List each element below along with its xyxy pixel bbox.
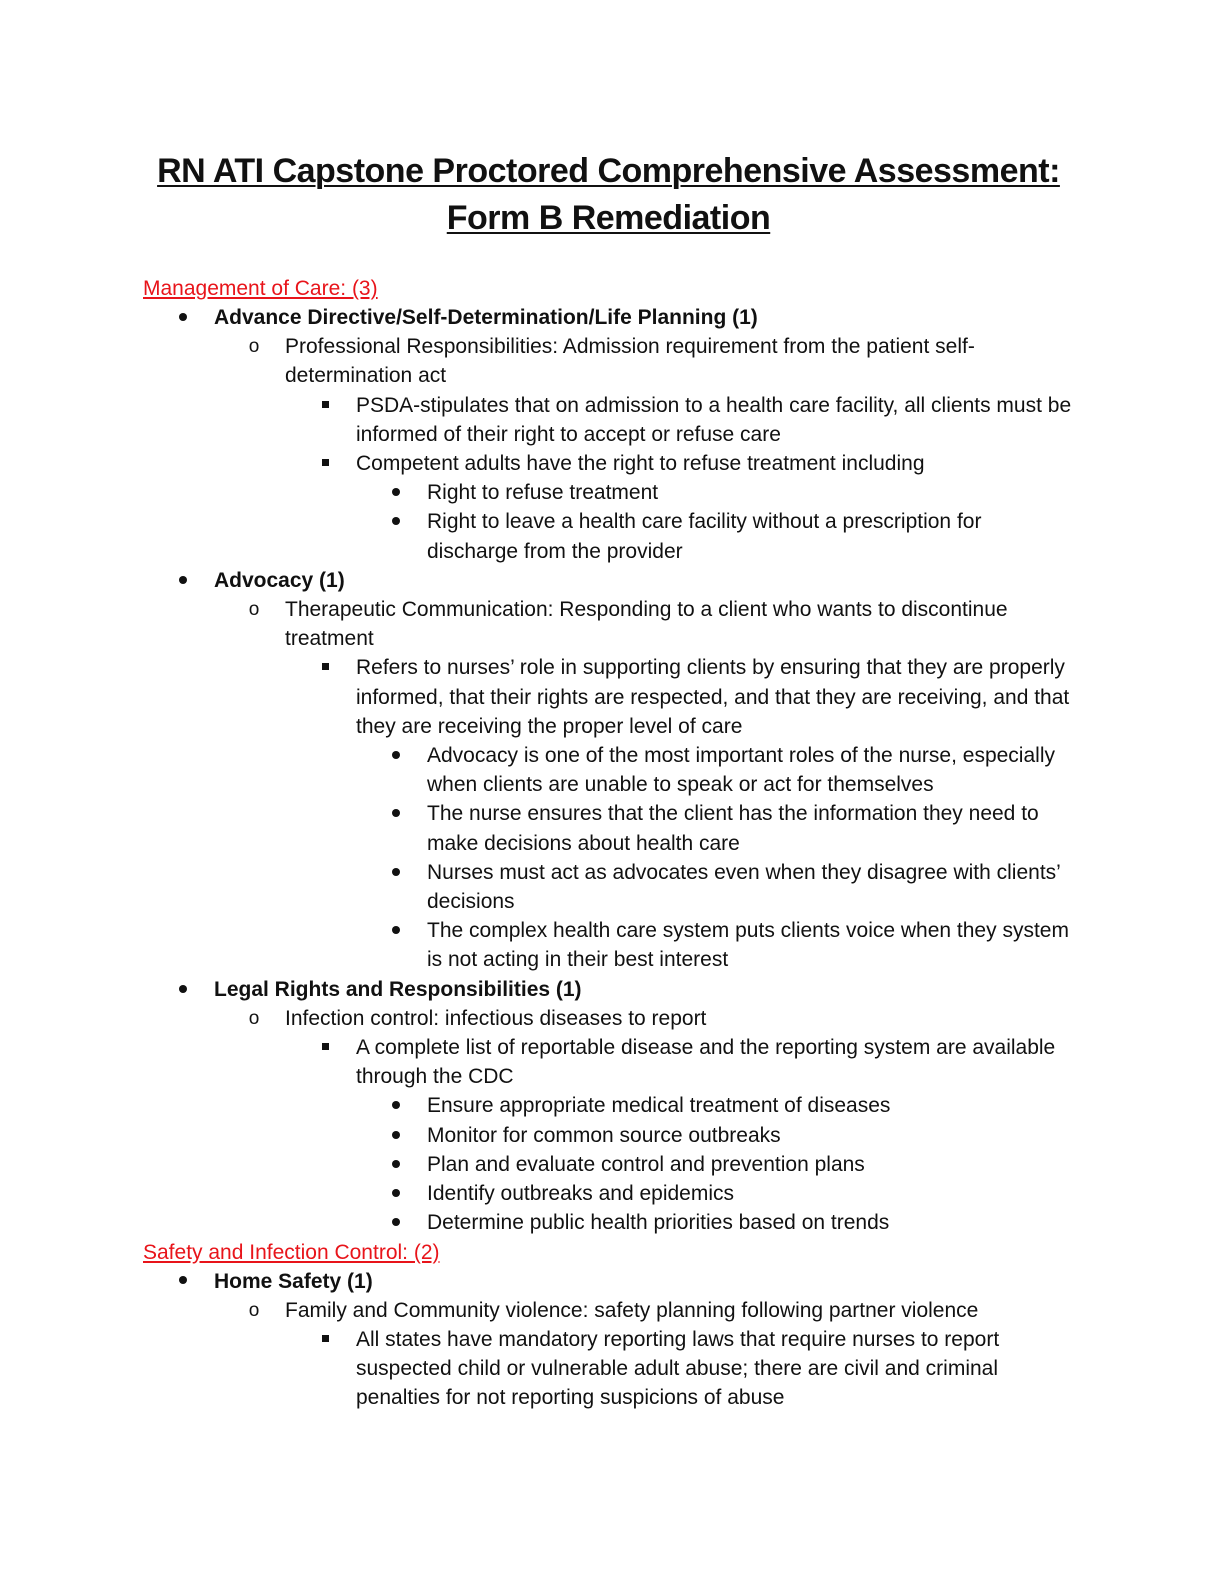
dot-bullet-icon (386, 507, 406, 536)
detail-text: Plan and evaluate control and prevention plans (427, 1152, 865, 1176)
detail-text: Identify outbreaks and epidemics (427, 1182, 735, 1206)
square-bullet-icon (315, 391, 335, 420)
subtopic-item (214, 1296, 1074, 1413)
detail-item (356, 916, 1074, 974)
circle-bullet-icon: o (248, 1007, 260, 1029)
dot-bullet-icon (386, 799, 406, 828)
point-text: All states have mandatory reporting laws that require nurses to report suspected child or vulnerable adult abuse; there are civil and criminal penalties for not reporting suspicions of abuse (356, 1327, 1000, 1410)
topic-label: Advocacy (1) (214, 568, 345, 592)
subtopic-text: Professional Responsibilities: Admission requirement from the patient self-determination act (285, 335, 975, 388)
topic-item (143, 975, 1074, 1238)
point-item (285, 391, 1074, 449)
topic-list (143, 1267, 1074, 1413)
detail-text: Nurses must act as advocates even when they disagree with clients’ decisions (427, 860, 1061, 914)
subtopic-list (214, 1004, 1074, 1238)
topic-label: Advance Directive/Self-Determination/Life Planning (1) (214, 306, 758, 329)
point-item (285, 449, 1074, 566)
point-text: Refers to nurses’ role in supporting clients by ensuring that they are properly informed, that their rights are respected, and that they are receiving, and that they are receiving the proper level of care (356, 656, 1070, 738)
circle-bullet-icon: o (248, 599, 260, 621)
dot-bullet-icon (173, 975, 193, 1004)
point-item (285, 653, 1074, 974)
detail-list (356, 1091, 1074, 1237)
square-bullet-icon (315, 1033, 335, 1062)
detail-text: The complex health care system puts clients voice when they system is not acting in their best interest (427, 919, 1069, 972)
circle-bullet-icon: o (248, 336, 260, 358)
document-title (143, 148, 1074, 242)
detail-item (356, 1121, 1074, 1150)
subtopic-list (214, 1296, 1074, 1413)
topic-item (143, 1267, 1074, 1413)
subtopic-item (214, 1004, 1074, 1238)
subtopic-item (214, 595, 1074, 975)
topic-label: Home Safety (1) (214, 1269, 373, 1293)
dot-bullet-icon (386, 916, 406, 945)
title-line-2: Form B Remediation (446, 199, 771, 237)
title-line-1: RN ATI Capstone Proctored Comprehensive Assessment: (157, 152, 1060, 190)
point-list (285, 391, 1074, 566)
point-list (285, 653, 1074, 974)
dot-bullet-icon (386, 1150, 406, 1179)
detail-item (356, 858, 1074, 916)
subtopic-text: Infection control: infectious diseases to report (285, 1006, 707, 1030)
detail-text: Ensure appropriate medical treatment of diseases (427, 1094, 891, 1118)
dot-bullet-icon (173, 303, 193, 332)
dot-bullet-icon (386, 858, 406, 887)
detail-list (356, 478, 1074, 566)
circle-bullet-icon: o (248, 1299, 260, 1321)
topic-list (143, 303, 1074, 1238)
square-bullet-icon (315, 449, 335, 478)
topic-item (143, 566, 1074, 975)
detail-text: Determine public health priorities based on trends (427, 1211, 890, 1235)
detail-item (356, 1091, 1074, 1120)
detail-item (356, 741, 1074, 799)
detail-text: Right to leave a health care facility without a prescription for discharge from the provider (427, 510, 982, 563)
point-list (285, 1033, 1074, 1237)
point-item (285, 1033, 1074, 1237)
point-item (285, 1325, 1074, 1413)
detail-item (356, 478, 1074, 507)
dot-bullet-icon (386, 1179, 406, 1208)
section-heading: Management of Care: (3) (143, 277, 378, 300)
square-bullet-icon (315, 1325, 335, 1354)
detail-text: Monitor for common source outbreaks (427, 1123, 781, 1147)
subtopic-list (214, 332, 1074, 566)
topic-item (143, 303, 1074, 566)
point-text: A complete list of reportable disease and the reporting system are available through the CDC (356, 1036, 1056, 1089)
point-list (285, 1325, 1074, 1413)
dot-bullet-icon (173, 1267, 193, 1296)
detail-item (356, 507, 1074, 565)
subtopic-text: Family and Community violence: safety planning following partner violence (285, 1298, 979, 1322)
dot-bullet-icon (386, 1091, 406, 1120)
subtopic-item (214, 332, 1074, 566)
dot-bullet-icon (386, 1121, 406, 1150)
detail-item (356, 1179, 1074, 1208)
point-text: PSDA-stipulates that on admission to a health care facility, all clients must be informed of their right to accept or refuse care (356, 393, 1072, 446)
subtopic-list (214, 595, 1074, 975)
dot-bullet-icon (386, 1208, 406, 1237)
document-content (143, 274, 1074, 1413)
detail-text: Advocacy is one of the most important roles of the nurse, especially when clients are unable to speak or act for themselves (427, 744, 1055, 797)
detail-text: Right to refuse treatment (427, 481, 659, 505)
dot-bullet-icon (386, 741, 406, 770)
section-heading: Safety and Infection Control: (2) (143, 1240, 440, 1264)
dot-bullet-icon (173, 566, 193, 595)
detail-item (356, 799, 1074, 857)
topic-label: Legal Rights and Responsibilities (1) (214, 977, 582, 1001)
detail-list (356, 741, 1074, 975)
square-bullet-icon (315, 653, 335, 682)
dot-bullet-icon (386, 478, 406, 507)
subtopic-text: Therapeutic Communication: Responding to a client who wants to discontinue treatment (285, 598, 1008, 651)
detail-item (356, 1208, 1074, 1237)
detail-text: The nurse ensures that the client has the information they need to make decisions about health care (427, 802, 1039, 855)
detail-item (356, 1150, 1074, 1179)
point-text: Competent adults have the right to refuse treatment including (356, 452, 925, 476)
